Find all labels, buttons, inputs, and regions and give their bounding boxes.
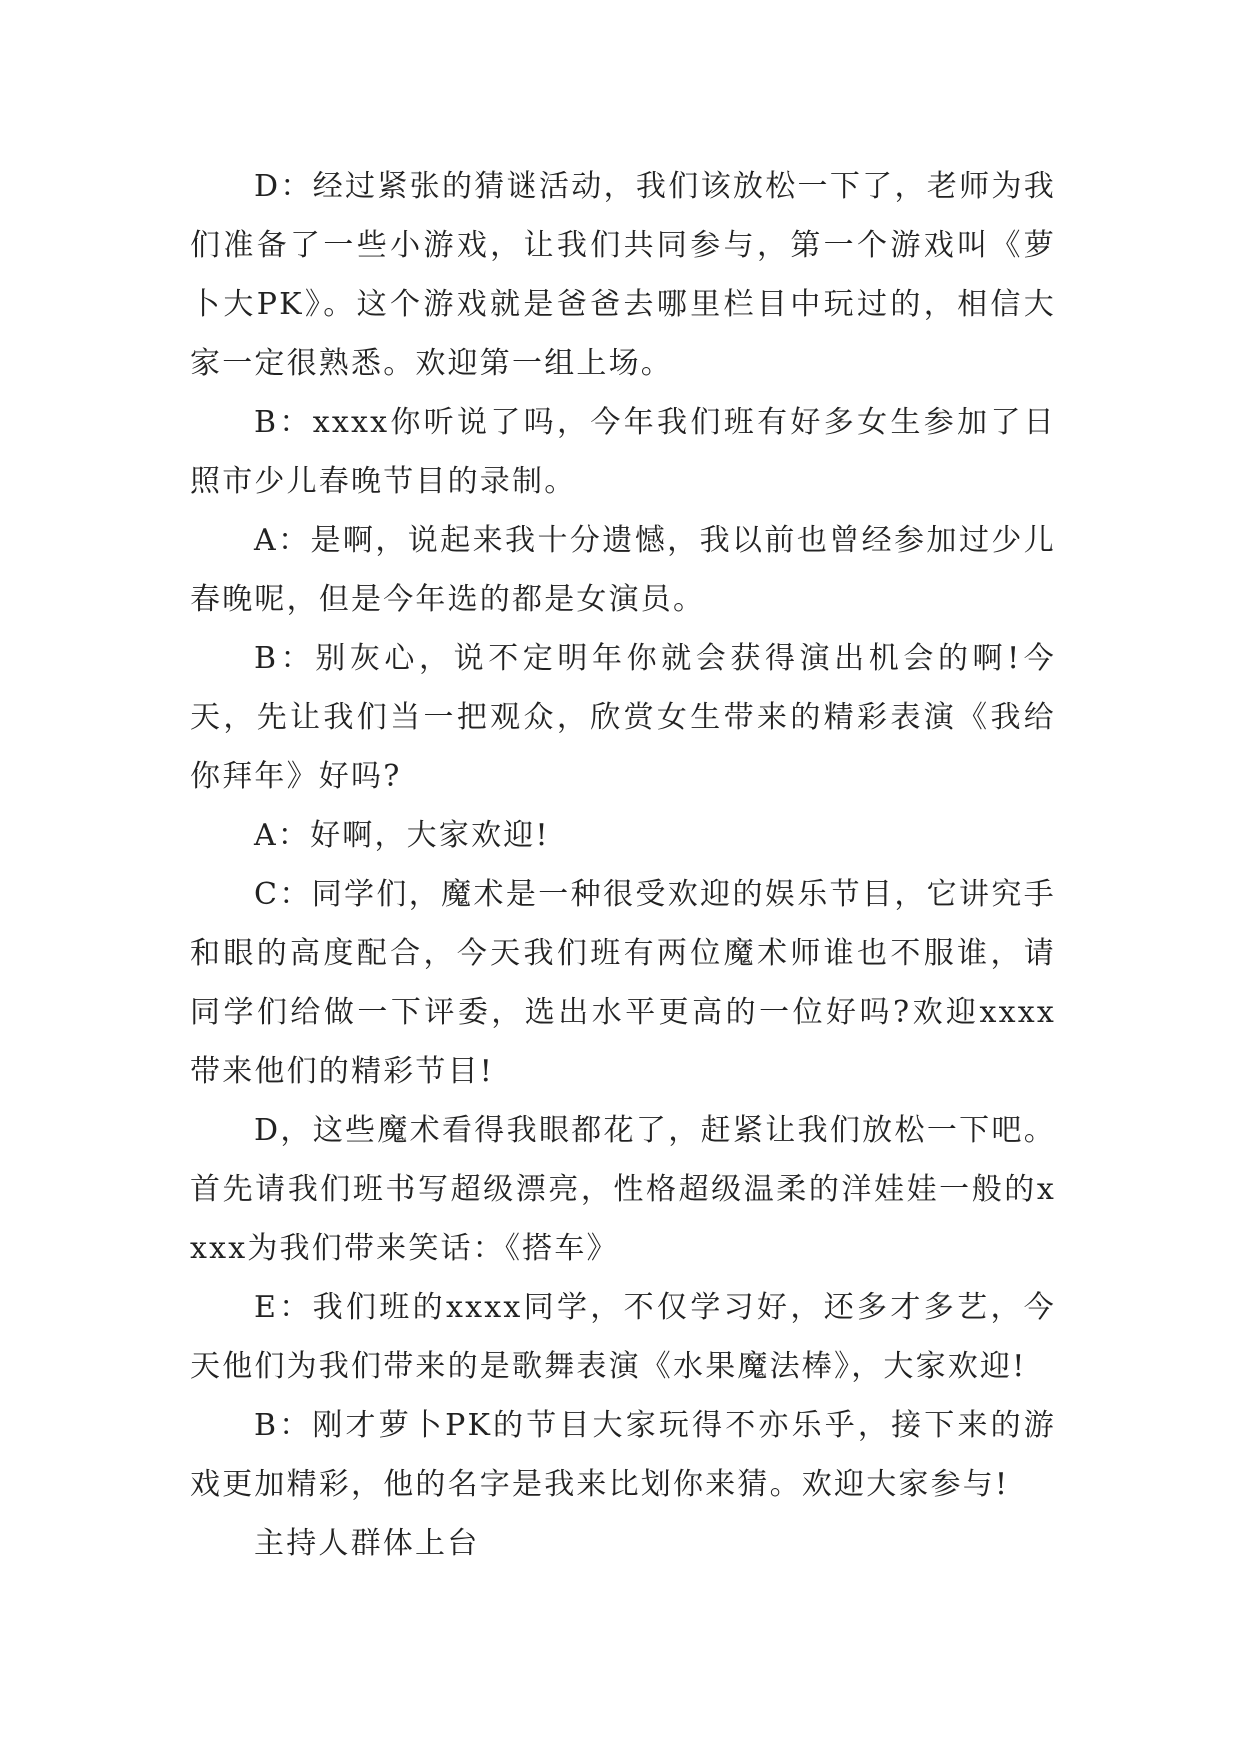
paragraph-e-dance: E：我们班的xxxx同学，不仅学习好，还多才多艺，今天他们为我们带来的是歌舞表演《水果魔法棒》，大家欢迎! xyxy=(190,1290,1056,1384)
paragraph-d-joke: D，这些魔术看得我眼都花了，赶紧让我们放松一下吧。首先请我们班书写超级漂亮，性格超级温柔的洋娃娃一般的xxxx为我们带来笑话：《搭车》 xyxy=(190,1113,1056,1266)
paragraph-b-spring-gala: B：xxxx你听说了吗，今年我们班有好多女生参加了日照市少儿春晚节目的录制。 xyxy=(190,405,1056,499)
paragraph-b-encourage: B：别灰心，说不定明年你就会获得演出机会的啊!今天，先让我们当一把观众，欣赏女生带来的精彩表演《我给你拜年》好吗? xyxy=(190,641,1056,794)
paragraph-c-magic: C：同学们，魔术是一种很受欢迎的娱乐节目，它讲究手和眼的高度配合，今天我们班有两位魔术师谁也不服谁，请同学们给做一下评委，选出水平更高的一位好吗?欢迎xxxx带来他们的精彩节目! xyxy=(190,877,1056,1089)
paragraph-b-charades: B：刚才萝卜PK的节目大家玩得不亦乐乎，接下来的游戏更加精彩，他的名字是我来比划你来猜。欢迎大家参与! xyxy=(190,1408,1056,1502)
document-body xyxy=(190,157,1056,1573)
paragraph-d-guessing-game: D：经过紧张的猜谜活动，我们该放松一下了，老师为我们准备了一些小游戏，让我们共同参与，第一个游戏叫《萝卜大PK》。这个游戏就是爸爸去哪里栏目中玩过的，相信大家一定很熟悉。欢迎第一组上场。 xyxy=(190,169,1056,381)
paragraph-a-regret: A：是啊，说起来我十分遗憾，我以前也曾经参加过少儿春晚呢，但是今年选的都是女演员。 xyxy=(190,523,1056,617)
paragraph-hosts-on-stage: 主持人群体上台 xyxy=(254,1526,480,1561)
paragraph-a-welcome: A：好啊，大家欢迎! xyxy=(254,818,550,853)
